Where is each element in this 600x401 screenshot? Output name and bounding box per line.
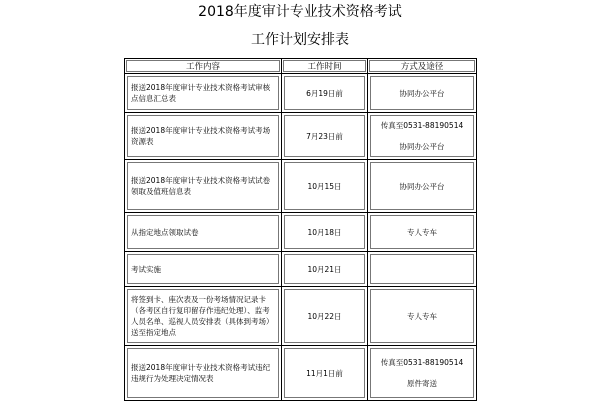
method-cell xyxy=(370,348,474,398)
method-line: 协同办公平台 xyxy=(399,181,445,191)
task-cell: 报送2018年度审计专业技术资格考试审核点信息汇总表 xyxy=(127,76,279,110)
table-row xyxy=(125,160,477,213)
method-line: 传真至0531-88190514 xyxy=(380,121,464,130)
method-line: 原件寄送 xyxy=(407,379,437,388)
header-time xyxy=(282,59,368,74)
task-cell: 报送2018年度审计专业技术资格考试试卷领取及值班信息表 xyxy=(127,162,279,210)
method-cell xyxy=(370,115,474,157)
task-cell: 报送2018年度审计专业技术资格考试考场资源表 xyxy=(127,115,279,157)
task-cell: 报送2018年度审计专业技术资格考试违纪违规行为处理决定情况表 xyxy=(127,348,279,398)
method-cell xyxy=(370,289,474,343)
task-cell: 从指定地点领取试卷 xyxy=(127,215,279,249)
time-cell: 6月19日前 xyxy=(284,76,365,110)
method-cell xyxy=(370,254,474,284)
task-cell: 考试实施 xyxy=(127,254,279,284)
table-row xyxy=(125,213,477,252)
table-row xyxy=(125,252,477,287)
document-title: 2018年度审计专业技术资格考试 xyxy=(198,4,402,20)
table-row xyxy=(125,346,477,401)
method-line: 协同办公平台 xyxy=(399,88,445,98)
time-cell: 11月1日前 xyxy=(284,348,365,398)
table-row xyxy=(125,287,477,346)
task-cell: 将签到卡、座次表及一份考场情况记录卡（各考区自行复印留存作违纪处理）、监考人员名单、巡视人员安排表（具体到考场）送至指定地点 xyxy=(127,289,279,343)
table-header-row xyxy=(125,59,477,74)
method-line: 协同办公平台 xyxy=(399,142,445,151)
time-cell: 10月18日 xyxy=(284,215,365,249)
table-title: 工作计划安排表 xyxy=(251,32,349,48)
method-cell xyxy=(370,215,474,249)
time-cell: 10月22日 xyxy=(284,289,365,343)
method-cell xyxy=(370,162,474,210)
header-method xyxy=(368,59,477,74)
method-cell xyxy=(370,76,474,110)
table-row xyxy=(125,74,477,113)
header-method-label: 方式及途径 xyxy=(369,60,475,72)
method-line: 专人专车 xyxy=(407,227,437,237)
header-task xyxy=(125,59,282,74)
method-line: 传真至0531-88190514 xyxy=(380,358,464,367)
header-time-label: 工作时间 xyxy=(283,60,366,72)
header-task-label: 工作内容 xyxy=(126,60,280,72)
method-line: 专人专车 xyxy=(407,311,437,321)
work-plan-table xyxy=(124,58,477,401)
time-cell: 10月15日 xyxy=(284,162,365,210)
time-cell: 7月23日前 xyxy=(284,115,365,157)
time-cell: 10月21日 xyxy=(284,254,365,284)
table-row xyxy=(125,113,477,160)
